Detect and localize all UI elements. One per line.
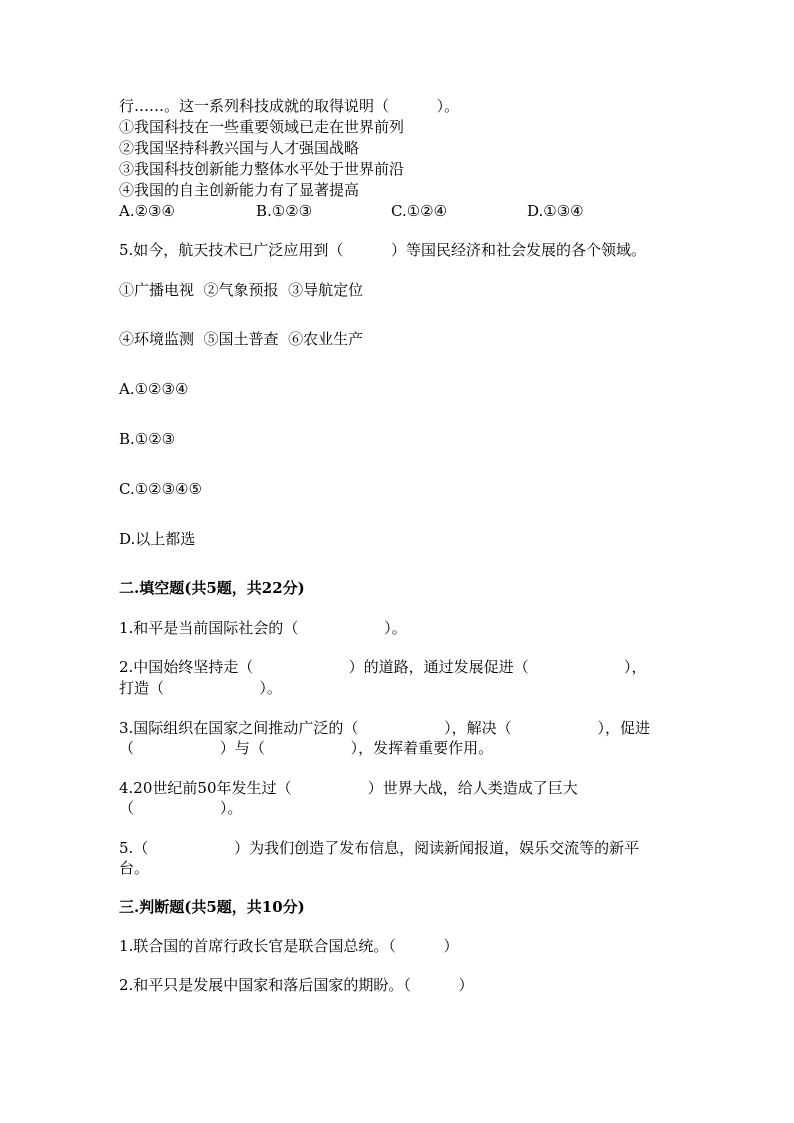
q4-item-4: ④我国的自主创新能力有了显著提高 xyxy=(119,181,360,199)
q4-item-1: ①我国科技在一些重要领域已走在世界前列 xyxy=(119,118,405,136)
fill-q3-line-2: （ ）与（ ），发挥着重要作用。 xyxy=(119,739,494,757)
q5-stem: 5.如今，航天技术已广泛应用到（ ）等国民经济和社会发展的各个领域。 xyxy=(119,241,646,259)
q4-option-a: A.②③④ xyxy=(119,202,175,220)
q4-item-2: ②我国坚持科教兴国与人才强国战略 xyxy=(119,139,360,157)
q4-option-b: B.①②③ xyxy=(256,202,313,220)
q5-option-c: C.①②③④⑤ xyxy=(119,480,202,498)
q5-items-line-1: ①广播电视 ②气象预报 ③导航定位 xyxy=(119,281,364,299)
fill-q5-line-1: 5.（ ）为我们创造了发布信息，阅读新闻报道，娱乐交流等的新平 xyxy=(119,839,640,857)
q5-option-d: D.以上都选 xyxy=(119,530,196,548)
q5-option-a: A.①②③④ xyxy=(119,380,189,398)
fill-q4-line-2: （ ）。 xyxy=(119,799,243,817)
q5-items-line-2: ④环境监测 ⑤国土普查 ⑥农业生产 xyxy=(119,330,364,348)
fill-q2-line-2: 打造（ ）。 xyxy=(119,679,282,697)
fill-q1: 1.和平是当前国际社会的（ ）。 xyxy=(119,619,407,637)
q4-stem-end: 行……。这一系列科技成就的取得说明（ ）。 xyxy=(119,97,460,115)
section-3-heading: 三.判断题(共5题，共10分) xyxy=(119,898,305,916)
judge-q1: 1.联合国的首席行政长官是联合国总统。（ ） xyxy=(119,937,459,955)
q4-option-c: C.①②④ xyxy=(391,202,448,220)
q4-item-3: ③我国科技创新能力整体水平处于世界前沿 xyxy=(119,160,405,178)
fill-q4-line-1: 4.20世纪前50年发生过（ ）世界大战，给人类造成了巨大 xyxy=(119,779,578,797)
fill-q3-line-1: 3.国际组织在国家之间推动广泛的（ ），解决（ ），促进 xyxy=(119,719,650,737)
q4-option-d: D.①③④ xyxy=(527,202,584,220)
fill-q2-line-1: 2.中国始终坚持走（ ）的道路，通过发展促进（ ）， xyxy=(119,658,647,676)
fill-q5-line-2: 台。 xyxy=(119,859,150,877)
section-2-heading: 二.填空题(共5题，共22分) xyxy=(119,579,305,597)
q5-option-b: B.①②③ xyxy=(119,430,176,448)
judge-q2: 2.和平只是发展中国家和落后国家的期盼。（ ） xyxy=(119,976,474,994)
